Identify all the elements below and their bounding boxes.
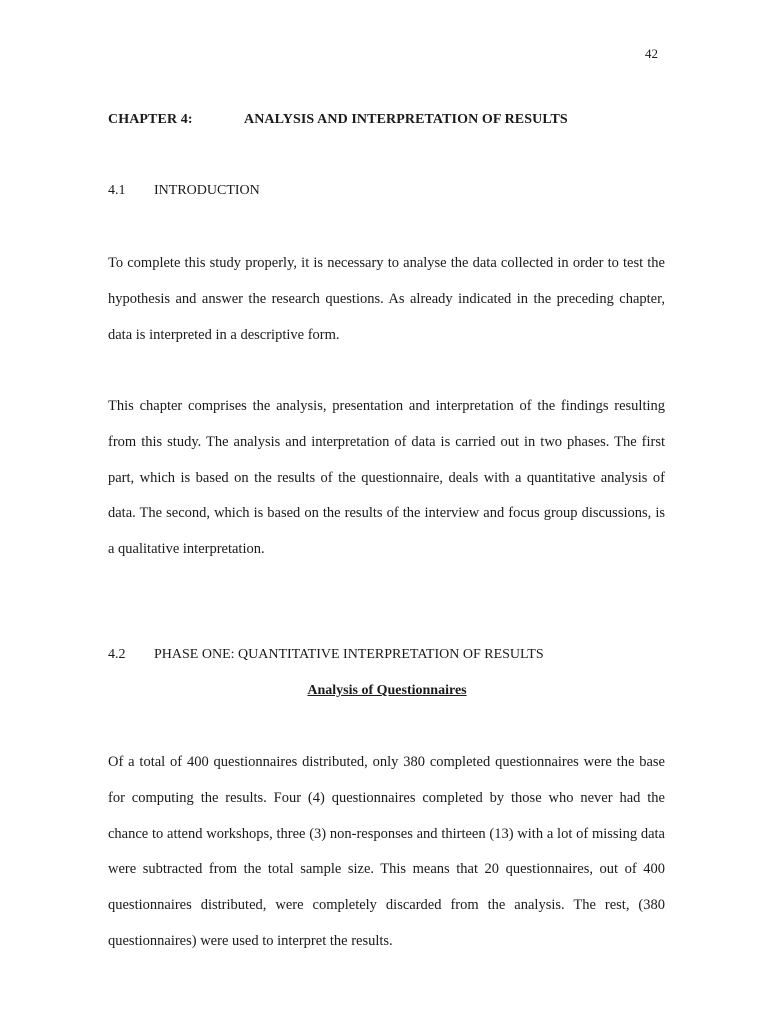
chapter-heading	[108, 112, 668, 128]
page-number: 42	[645, 46, 658, 61]
chapter-label: CHAPTER 4:	[108, 112, 193, 127]
chapter-title: ANALYSIS AND INTERPRETATION OF RESULTS	[244, 112, 568, 127]
analysis-subheading: Analysis of Questionnaires	[307, 683, 467, 698]
section-title: INTRODUCTION	[154, 183, 260, 198]
intro-paragraph: To complete this study properly, it is necessary to analyse the data collected in order to test the hypothesis and answer the research questions. As already indicated in the preceding chapter, data is interpreted in a descriptive form.	[108, 255, 665, 343]
section-heading-phase-one	[108, 647, 544, 663]
section-number: 4.2	[108, 647, 126, 662]
section-number: 4.1	[108, 183, 126, 198]
section-title: PHASE ONE: QUANTITATIVE INTERPRETATION OF RESULTS	[154, 647, 544, 662]
questionnaire-paragraph: Of a total of 400 questionnaires distributed, only 380 completed questionnaires were the base for computing the results. Four (4) questionnaires completed by those who never had the chance to attend workshops, three (3) non-responses and thirteen (13) with a lot of missing data were subtracted from the total sample size. This means that 20 questionnaires, out of 400 questionnaires distributed, were completely discarded from the analysis. The rest, (380 questionnaires) were used to interpret the results.	[108, 754, 665, 949]
chapter-overview-paragraph: This chapter comprises the analysis, presentation and interpretation of the findings resulting from this study. The analysis and interpretation of data is carried out in two phases. The first part, which is based on the results of the questionnaire, deals with a quantitative analysis of data. The second, which is based on the results of the interview and focus group discussions, is a qualitative interpretation.	[108, 398, 665, 558]
section-heading-introduction	[108, 183, 260, 199]
